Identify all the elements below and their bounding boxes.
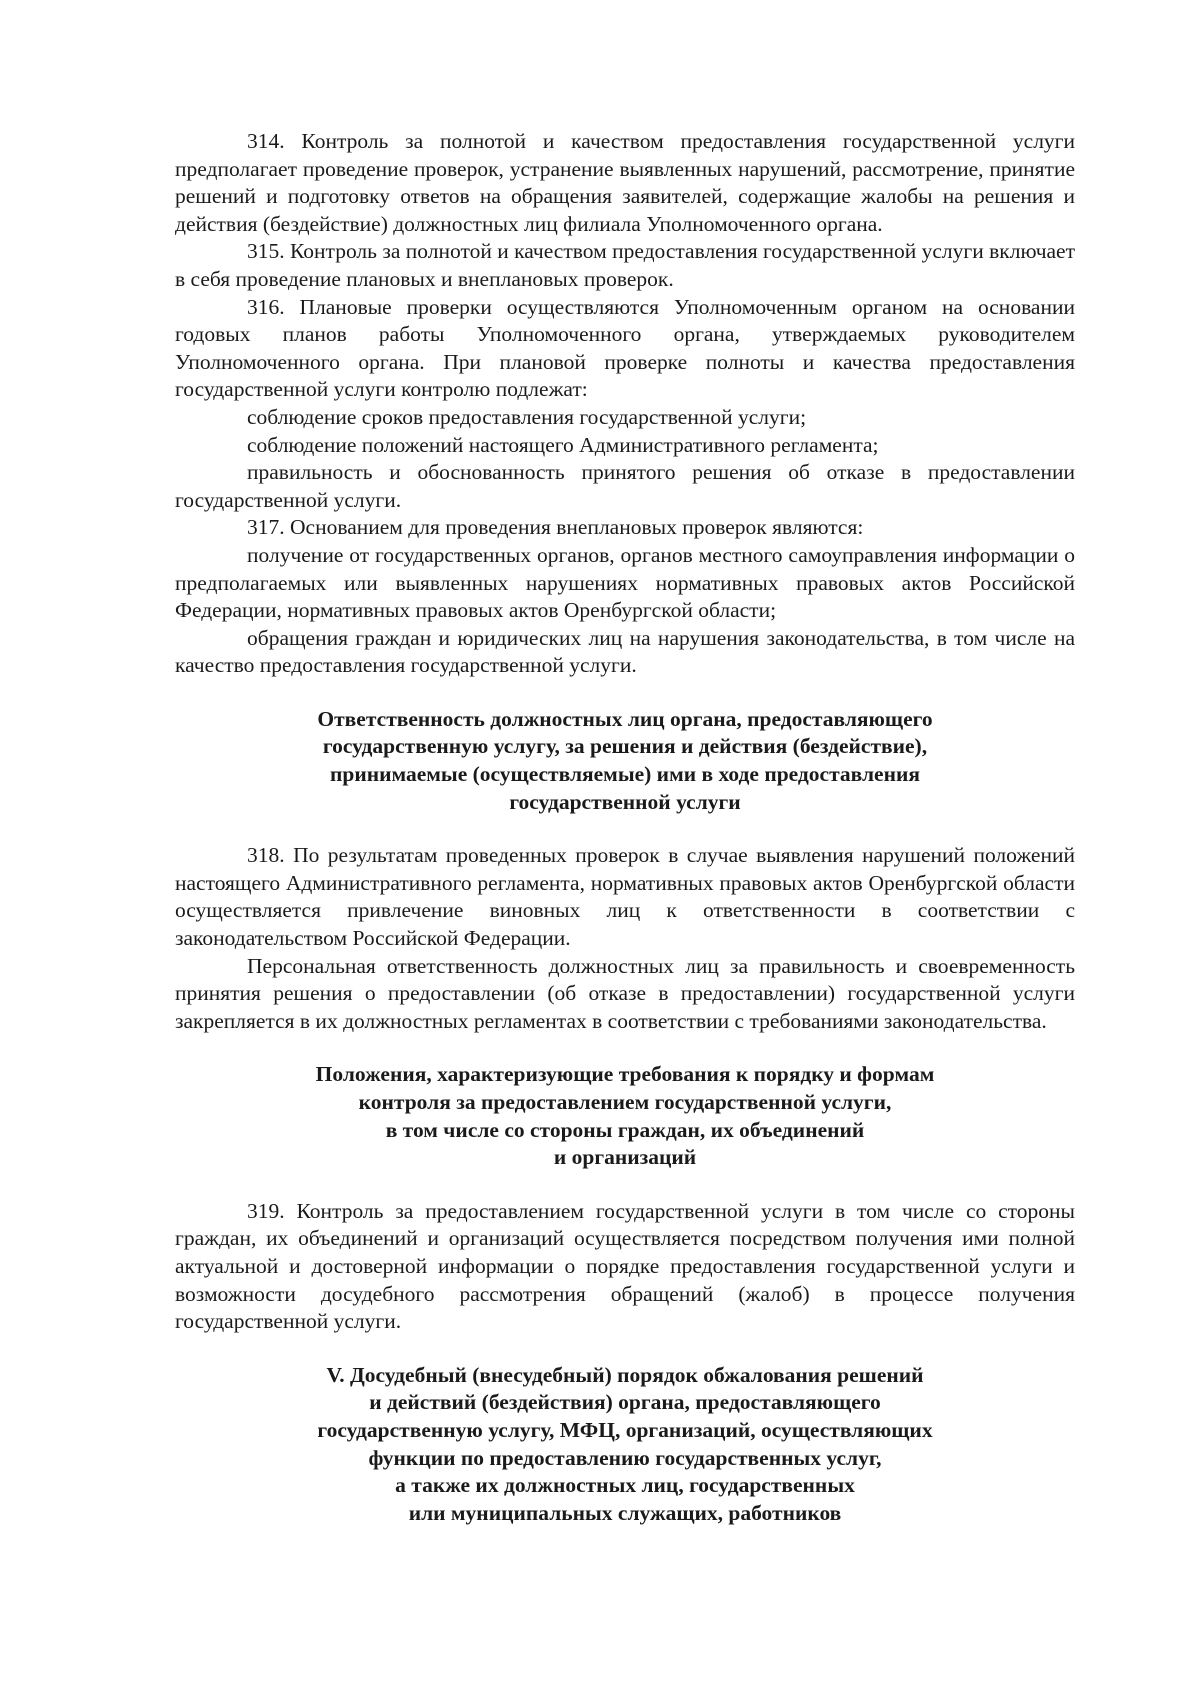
section-heading-responsibility <box>175 706 1075 816</box>
section-heading-control-forms <box>175 1061 1075 1171</box>
heading-line: в том числе со стороны граждан, их объединений <box>385 1117 865 1142</box>
paragraph-316: 316. Плановые проверки осуществляются Уполномоченным органом на основании годовых планов работы Уполномоченного органа, утверждаемых руководителем Уполномоченного органа. При плановой проверке полноты и качества предоставления государственной услуги контролю подлежат: <box>175 294 1075 402</box>
list-item-deadlines: соблюдение сроков предоставления государственной услуги; <box>247 404 807 429</box>
heading-line: государственную услугу, за решения и действия (бездействие), <box>322 734 928 759</box>
paragraph-314: 314. Контроль за полнотой и качеством предоставления государственной услуги предполагает проведение проверок, устранение выявленных нарушений, рассмотрение, принятие решений и подготовку ответов на обращения заявителей, содержащие жалобы на решения и действия (бездействие) должностных лиц филиала Уполномоченного органа. <box>175 129 1075 236</box>
heading-line: контроля за предоставлением государственной услуги, <box>358 1090 892 1114</box>
heading-line: функции по предоставлению государственных услуг, <box>368 1445 882 1470</box>
list-item-refusal: правильность и обоснованность принятого решения об отказе в предоставлении государственной услуги. <box>175 460 1075 512</box>
heading-line: V. Досудебный (внесудебный) порядок обжалования решений <box>326 1362 924 1387</box>
paragraph-315: 315. Контроль за полнотой и качеством предоставления государственной услуги включает в себя проведение плановых и внеплановых проверок. <box>175 239 1075 291</box>
list-item-info: получение от государственных органов, органов местного самоуправления информации о предполагаемых или выявленных нарушениях нормативных правовых актов Российской Федерации, нормативных правовых актов Оренбургской области; <box>175 542 1075 623</box>
heading-line: Положения, характеризующие требования к порядку и формам <box>315 1062 935 1087</box>
list-item-appeals: обращения граждан и юридических лиц на нарушения законодательства, в том числе на качество предоставления государственной услуги. <box>175 625 1075 678</box>
heading-line: и действий (бездействия) органа, предоставляющего <box>369 1390 881 1415</box>
heading-line: и организаций <box>553 1145 697 1170</box>
heading-line: или муниципальных служащих, работников <box>408 1500 842 1525</box>
heading-line: принимаемые (осуществляемые) ими в ходе предоставления <box>329 762 921 787</box>
document-body <box>175 128 1075 1527</box>
heading-line: а также их должностных лиц, государственных <box>395 1473 855 1498</box>
heading-line: Ответственность должностных лиц органа, предоставляющего <box>317 706 933 731</box>
list-item-regulation: соблюдение положений настоящего Административного регламента; <box>247 432 879 457</box>
paragraph-318: 318. По результатам проведенных проверок в случае выявления нарушений положений настоящего Административного регламента, нормативных правовых актов Оренбургской области осуществляется привлечение виновных лиц к ответственности в соответствии с законодательством Российской Федерации. <box>175 843 1075 951</box>
heading-line: государственную услугу, МФЦ, организаций, осуществляющих <box>317 1417 933 1442</box>
paragraph-317: 317. Основанием для проведения внеплановых проверок являются: <box>247 515 864 540</box>
section-heading-appeal-procedure <box>175 1362 1075 1528</box>
heading-line: государственной услуги <box>509 789 741 814</box>
paragraph-personal-responsibility: Персональная ответственность должностных лиц за правильность и своевременность принятия решения о предоставлении (об отказе в предоставлении) государственной услуги закрепляется в их должностных регламентах в соответствии с требованиями законодательства. <box>175 953 1075 1033</box>
paragraph-319: 319. Контроль за предоставлением государственной услуги в том числе со стороны граждан, их объединений и организаций осуществляется посредством получения ими полной актуальной и достоверной информации о порядке предоставления государственной услуги и возможности досудебного рассмотрения обращений (жалоб) в процессе получения государственной услуги. <box>175 1198 1075 1334</box>
